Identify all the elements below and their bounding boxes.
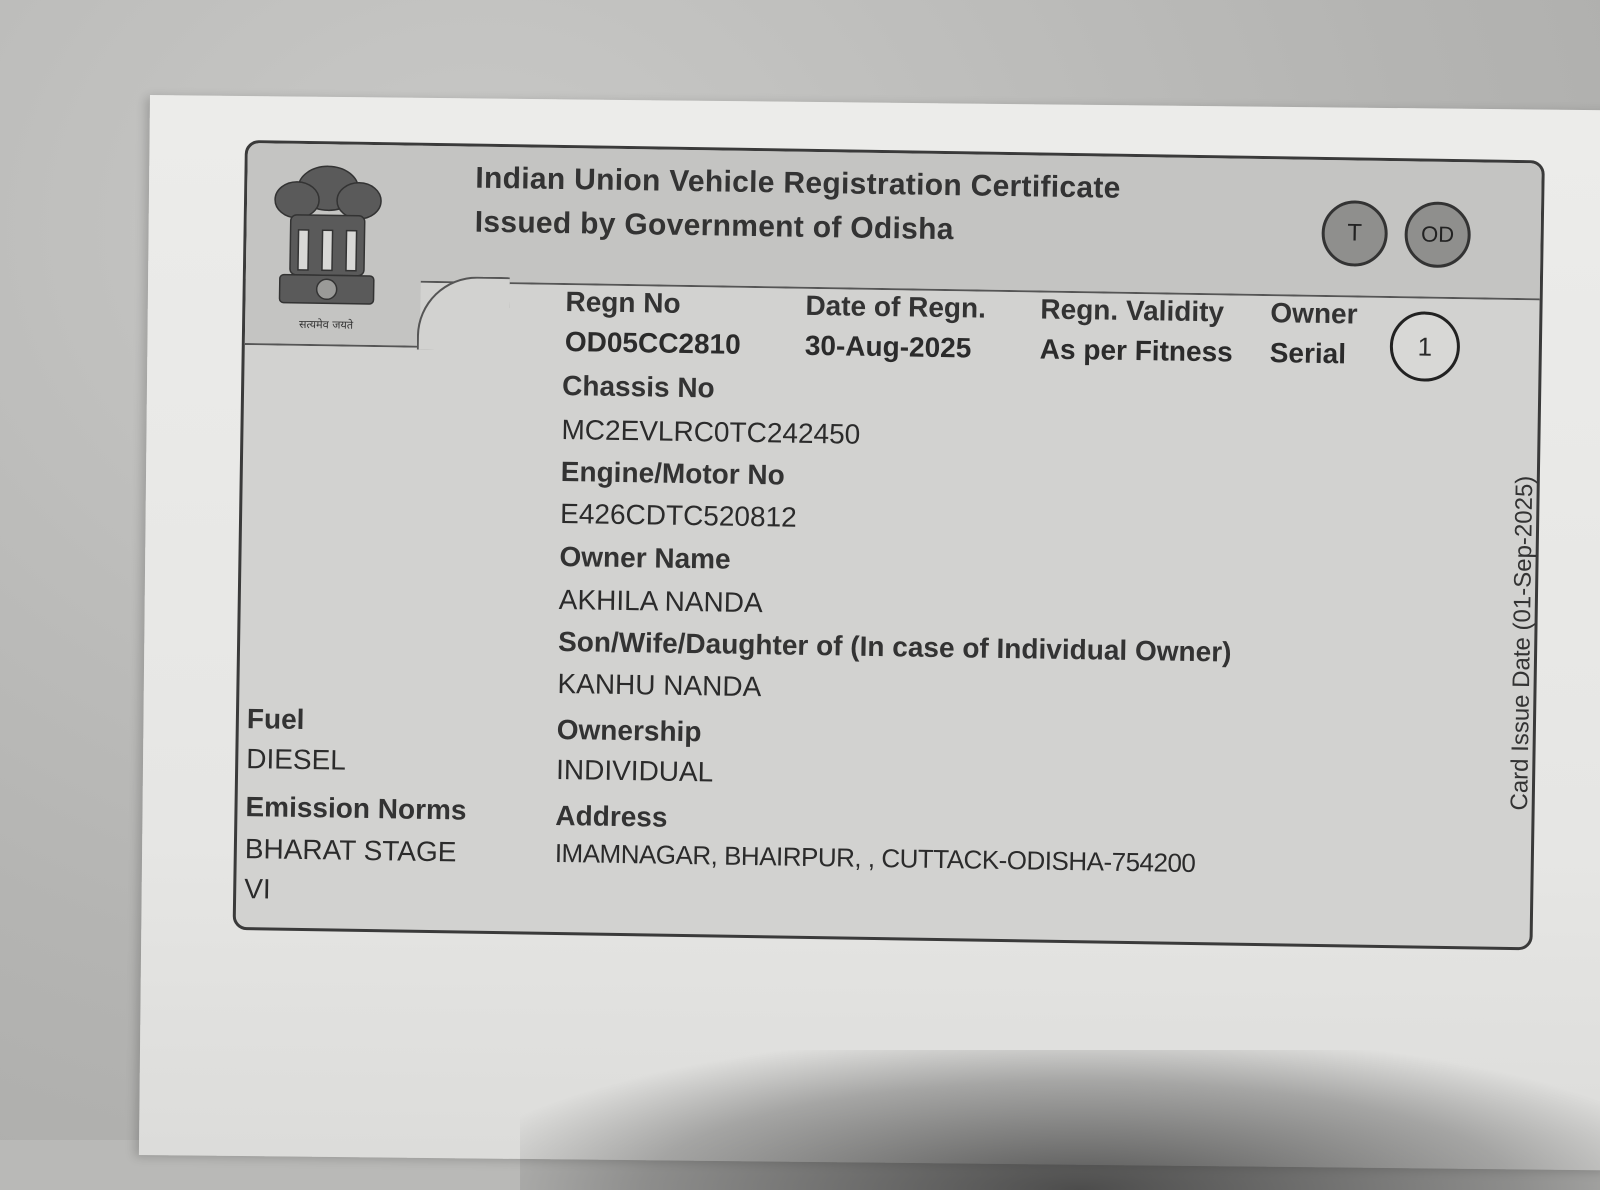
- chassis-no-label: Chassis No: [561, 370, 715, 404]
- certificate-title: [474, 157, 1121, 255]
- chassis-no-value: MC2EVLRC0TC242450: [561, 414, 861, 450]
- title-line-2: Issued by Government of Odisha: [474, 205, 955, 247]
- emission-norms-value-line-2: VI: [243, 873, 271, 905]
- registration-certificate-card: [233, 140, 1545, 950]
- ownership-label: Ownership: [556, 713, 702, 748]
- engine-no-value: E426CDTC520812: [559, 497, 797, 533]
- badge-t: T: [1321, 200, 1388, 267]
- address-value: IMAMNAGAR, BHAIRPUR, , CUTTACK-ODISHA-754200: [554, 837, 1196, 879]
- badge-od: OD: [1404, 201, 1471, 268]
- ownership-value: INDIVIDUAL: [555, 753, 714, 788]
- emission-norms-label: Emission Norms: [245, 791, 467, 826]
- owner-serial-label-1: Owner: [1270, 297, 1358, 330]
- fuel-label: Fuel: [246, 703, 305, 736]
- national-emblem-icon: [267, 159, 388, 336]
- regn-validity-label: Regn. Validity: [1040, 293, 1225, 328]
- emblem-caption: सत्यमेव जयते: [299, 317, 354, 332]
- fuel-value: DIESEL: [246, 743, 347, 776]
- regn-validity-value: As per Fitness: [1039, 333, 1233, 368]
- title-line-1: Indian Union Vehicle Registration Certificate: [475, 161, 1121, 205]
- date-of-regn-value: 30-Aug-2025: [804, 329, 972, 364]
- date-of-regn-label: Date of Regn.: [805, 289, 987, 324]
- regn-no-label: Regn No: [565, 286, 681, 319]
- emission-norms-value-line-1: BHARAT STAGE: [244, 833, 457, 868]
- address-label: Address: [555, 799, 668, 833]
- owner-serial-value: 1: [1389, 311, 1460, 382]
- hand-shadow: [520, 1050, 1600, 1190]
- card-issue-date-text: Card Issue Date (01-Sep-2025): [1505, 475, 1538, 811]
- owner-name-label: Owner Name: [559, 540, 731, 575]
- relation-value: KANHU NANDA: [557, 667, 762, 703]
- regn-no-value: OD05CC2810: [564, 326, 741, 360]
- owner-serial-label-2: Serial: [1269, 337, 1347, 370]
- panel-curve: [417, 276, 510, 351]
- engine-no-label: Engine/Motor No: [560, 456, 786, 491]
- owner-name-value: AKHILA NANDA: [558, 583, 763, 619]
- card-issue-date: [1499, 423, 1546, 864]
- relation-label: Son/Wife/Daughter of (In case of Individual Owner): [557, 625, 1232, 668]
